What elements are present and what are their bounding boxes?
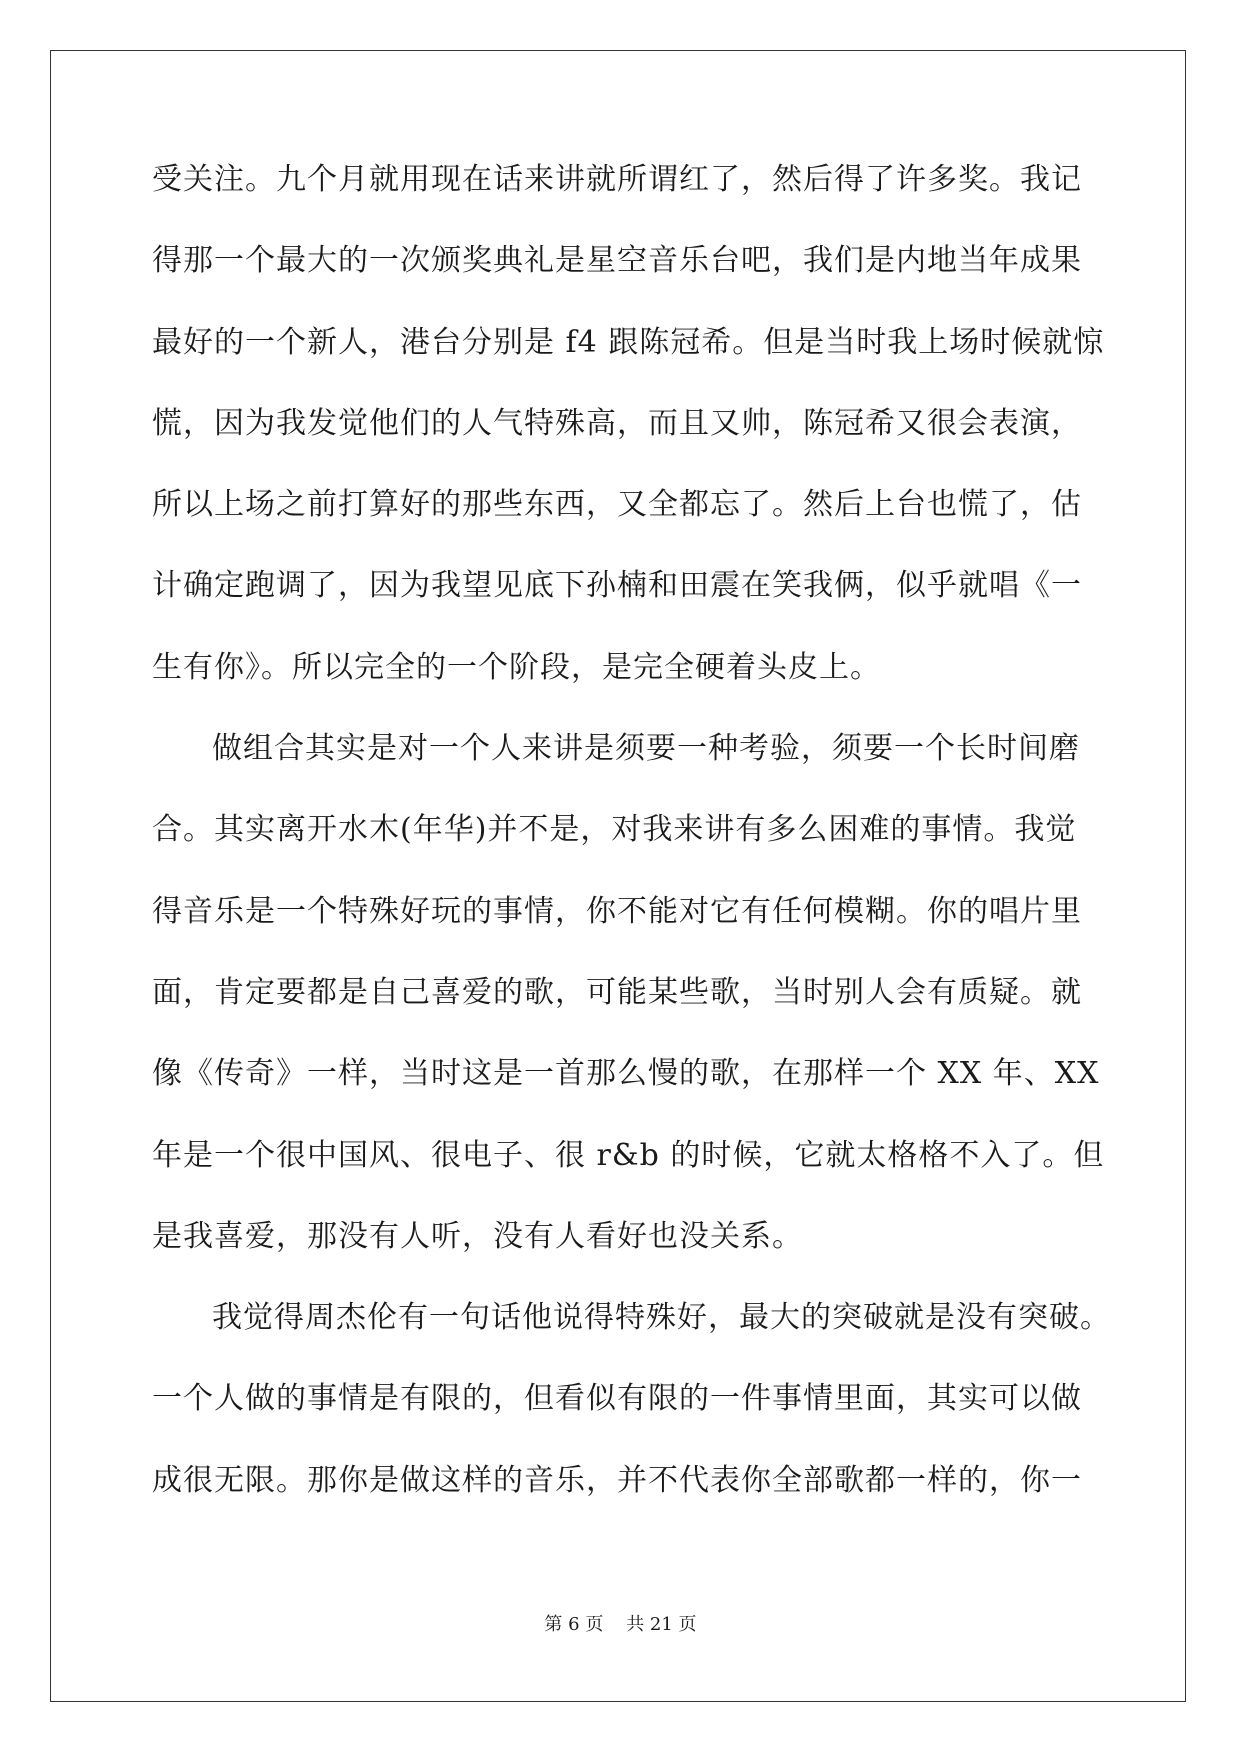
text-line-2: 得那一个最大的一次颁奖典礼是星空音乐台吧，我们是内地当年成果 <box>152 243 1082 279</box>
text-line-4: 慌，因为我发觉他们的人气特殊高，而且又帅，陈冠希又很会表演， <box>152 405 1082 441</box>
text-line-11: 面，肯定要都是自己喜爱的歌，可能某些歌，当时别人会有质疑。就 <box>152 974 1082 1010</box>
text-line-5: 所以上场之前打算好的那些东西，又全都忘了。然后上台也慌了，估 <box>152 487 1082 523</box>
text-line-14: 是我喜爱，那没有人听，没有人看好也没关系。 <box>152 1218 803 1254</box>
text-line-10: 得音乐是一个特殊好玩的事情，你不能对它有任何模糊。你的唱片里 <box>152 893 1082 929</box>
text-line-9: 合。其实离开水木(年华)并不是，对我来讲有多么困难的事情。我觉 <box>152 812 1077 848</box>
text-line-1: 受关注。九个月就用现在话来讲就所谓红了，然后得了许多奖。我记 <box>152 162 1082 197</box>
page-number-footer: 第 6 页 共 21 页 <box>544 1614 697 1635</box>
text-line-8: 做组合其实是对一个人来讲是须要一种考验，须要一个长时间磨 <box>212 731 1080 767</box>
text-line-17: 成很无限。那你是做这样的音乐，并不代表你全部歌都一样的，你一 <box>152 1462 1082 1498</box>
text-line-16: 一个人做的事情是有限的，但看似有限的一件事情里面，其实可以做 <box>152 1381 1082 1417</box>
text-line-12: 像《传奇》一样，当时这是一首那么慢的歌，在那样一个 XX 年、XX <box>152 1056 1100 1092</box>
document-body <box>152 160 1111 1542</box>
text-line-15: 我觉得周杰伦有一句话他说得特殊好，最大的突破就是没有突破。 <box>212 1300 1111 1336</box>
text-line-6: 计确定跑调了，因为我望见底下孙楠和田震在笑我俩，似乎就唱《一 <box>152 568 1082 604</box>
text-line-7: 生有你》。所以完全的一个阶段，是完全硬着头皮上。 <box>152 649 881 685</box>
text-line-3: 最好的一个新人，港台分别是 f4 跟陈冠希。但是当时我上场时候就惊 <box>152 324 1105 360</box>
text-line-13: 年是一个很中国风、很电子、很 r&b 的时候，它就太格格不入了。但 <box>152 1137 1105 1173</box>
